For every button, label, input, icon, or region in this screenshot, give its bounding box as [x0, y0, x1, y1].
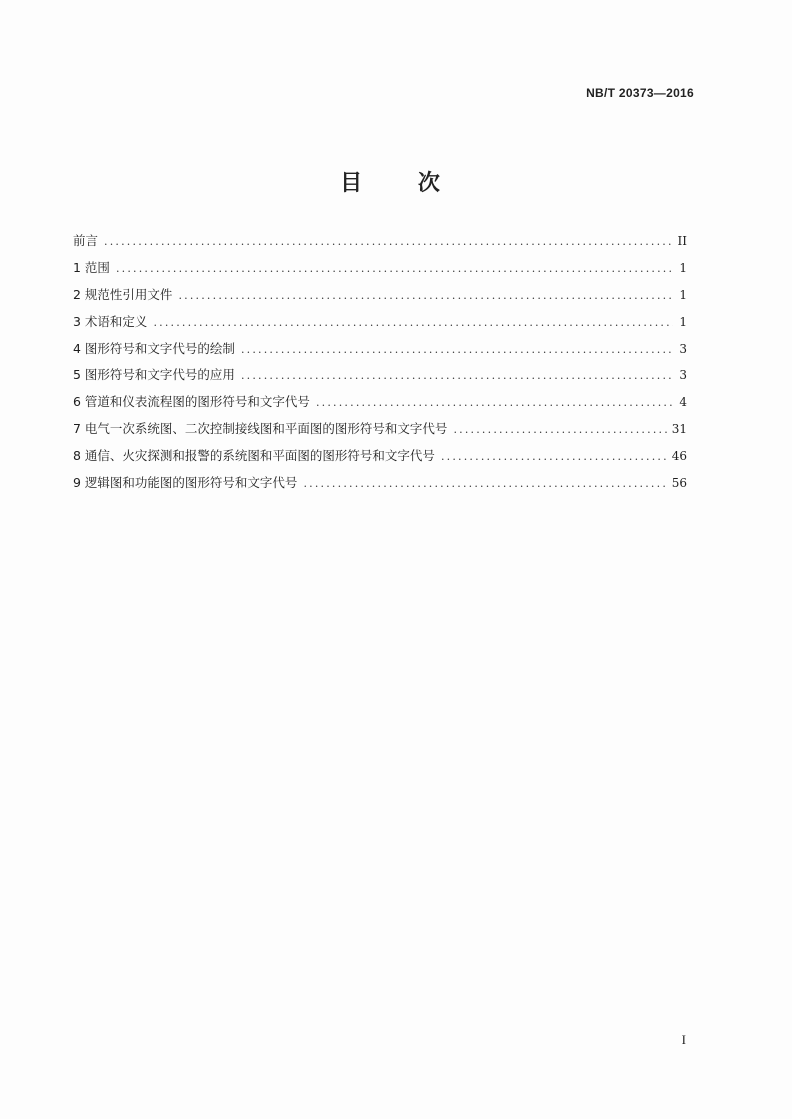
toc-entry-communication-fire[interactable] — [73, 447, 687, 474]
toc-entry-page: 46 — [671, 449, 687, 464]
toc-entry-label: 9 逻辑图和功能图的图形符号和文字代号 — [73, 475, 298, 491]
toc-entry-foreword[interactable] — [73, 232, 687, 259]
toc-leader-dots — [453, 421, 667, 439]
toc-entry-label: 7 电气一次系统图、二次控制接线图和平面图的图形符号和文字代号 — [73, 421, 448, 437]
toc-entry-label: 6 管道和仪表流程图的图形符号和文字代号 — [73, 394, 310, 410]
toc-leader-dots — [316, 394, 673, 412]
toc-entry-page: 4 — [679, 395, 687, 410]
toc-entry-page: 1 — [679, 314, 687, 329]
toc-entry-page: 1 — [679, 260, 687, 275]
toc-entry-label: 3 术语和定义 — [73, 313, 148, 329]
toc-entry-label: 8 通信、火灾探测和报警的系统图和平面图的图形符号和文字代号 — [73, 448, 435, 464]
toc-leader-dots — [116, 260, 673, 278]
toc-leader-dots — [153, 314, 673, 332]
toc-leader-dots — [441, 448, 668, 466]
page-number: I — [681, 1032, 686, 1047]
standard-code: NB/T 20373—2016 — [586, 86, 694, 100]
toc-entry-page: 3 — [679, 341, 687, 356]
toc-entry-page: 3 — [679, 368, 687, 383]
toc-entry-page: 31 — [671, 422, 687, 437]
toc-entry-electrical[interactable] — [73, 420, 687, 447]
toc-entry-logic-function[interactable] — [73, 474, 687, 501]
toc-entry-label: 4 图形符号和文字代号的绘制 — [73, 340, 235, 356]
toc-entry-normative-references[interactable] — [73, 286, 687, 313]
toc-title: 目 次 — [340, 171, 464, 196]
toc-entry-label: 5 图形符号和文字代号的应用 — [73, 367, 235, 383]
toc-leader-dots — [104, 233, 673, 251]
toc-leader-dots — [303, 475, 667, 493]
toc-entry-drawing[interactable] — [73, 340, 687, 367]
toc-entry-page: 56 — [671, 476, 687, 491]
toc-entry-label: 1 范围 — [73, 259, 110, 275]
toc-entry-label: 2 规范性引用文件 — [73, 286, 173, 302]
toc-entry-scope[interactable] — [73, 259, 687, 286]
toc-entry-page: II — [677, 234, 687, 248]
toc-leader-dots — [241, 341, 673, 359]
table-of-contents — [73, 232, 687, 501]
toc-entry-label: 前言 — [73, 233, 99, 248]
toc-entry-application[interactable] — [73, 366, 687, 393]
toc-entry-page: 1 — [679, 287, 687, 302]
toc-leader-dots — [241, 367, 673, 385]
toc-entry-piping-instrument[interactable] — [73, 393, 687, 420]
toc-leader-dots — [178, 287, 673, 305]
toc-entry-terms-definitions[interactable] — [73, 313, 687, 340]
